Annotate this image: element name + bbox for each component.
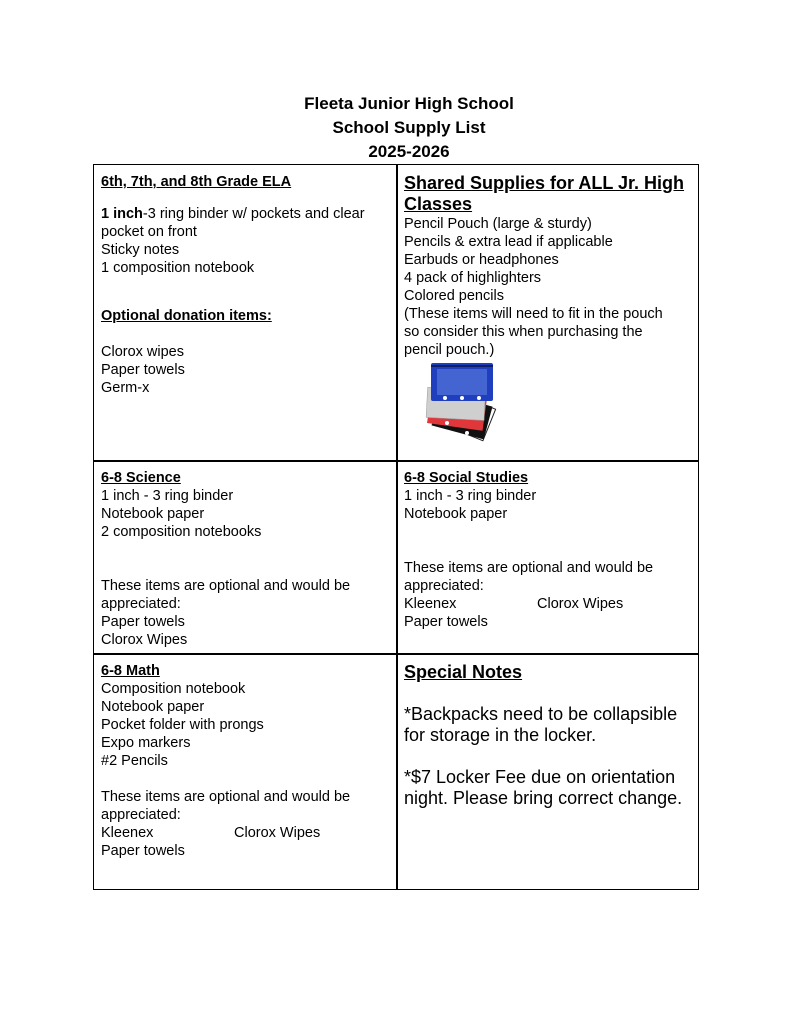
ela-binder-desc-2: pocket on front bbox=[101, 224, 197, 240]
list-item: Germ-x bbox=[101, 380, 150, 396]
optional-note: These items are optional and would be bbox=[404, 560, 654, 576]
list-item: 1 inch - 3 ring binder bbox=[404, 488, 537, 504]
list-item: 2 composition notebooks bbox=[101, 524, 262, 540]
optional-clorox: Clorox Wipes bbox=[234, 825, 321, 841]
list-item: Pencil Pouch (large & sturdy) bbox=[404, 216, 592, 232]
list-item: Pencils & extra lead if applicable bbox=[404, 234, 613, 250]
social-studies-heading: 6-8 Social Studies bbox=[404, 470, 529, 486]
list-item: Earbuds or headphones bbox=[404, 252, 559, 268]
optional-note: These items are optional and would be bbox=[101, 789, 351, 805]
shared-heading: Shared Supplies for ALL Jr. High bbox=[404, 173, 685, 193]
list-item: Clorox wipes bbox=[101, 344, 184, 360]
list-item: Notebook paper bbox=[404, 506, 508, 522]
list-item: (These items will need to fit in the pouch bbox=[404, 306, 663, 322]
shared-heading-2: Classes bbox=[404, 194, 473, 214]
list-item: Pocket folder with prongs bbox=[101, 717, 264, 733]
list-item: pencil pouch.) bbox=[404, 342, 495, 358]
science-heading: 6-8 Science bbox=[101, 470, 181, 486]
list-item: 1 composition notebook bbox=[101, 260, 255, 276]
math-heading: 6-8 Math bbox=[101, 663, 160, 679]
list-item: Paper towels bbox=[101, 843, 185, 859]
optional-note-2: appreciated: bbox=[101, 596, 181, 612]
note-locker-fee-2: night. Please bring correct change. bbox=[404, 788, 683, 808]
school-year: 2025-2026 bbox=[368, 142, 450, 161]
list-title: School Supply List bbox=[332, 118, 486, 137]
list-item: Paper towels bbox=[101, 362, 185, 378]
page-title-block bbox=[0, 92, 791, 164]
ela-binder-desc: -3 ring binder w/ pockets and clear bbox=[142, 206, 365, 222]
note-backpacks-2: for storage in the locker. bbox=[404, 725, 597, 745]
science-cell bbox=[94, 461, 396, 653]
list-item bbox=[404, 595, 692, 613]
social-studies-cell bbox=[397, 461, 699, 653]
list-item bbox=[101, 824, 389, 842]
optional-clorox: Clorox Wipes bbox=[537, 596, 624, 612]
optional-note-2: appreciated: bbox=[404, 578, 484, 594]
optional-kleenex: Kleenex bbox=[101, 825, 154, 841]
list-item: Expo markers bbox=[101, 735, 191, 751]
ela-heading: 6th, 7th, and 8th Grade ELA bbox=[101, 174, 292, 190]
ela-optional-heading: Optional donation items: bbox=[101, 308, 272, 324]
list-item: Clorox Wipes bbox=[101, 632, 188, 648]
list-item: Paper towels bbox=[404, 614, 488, 630]
list-item: 1 inch - 3 ring binder bbox=[101, 488, 234, 504]
ela-binder-size: 1 inch bbox=[101, 206, 143, 222]
ela-cell bbox=[94, 165, 396, 460]
list-item: #2 Pencils bbox=[101, 753, 168, 769]
optional-note: These items are optional and would be bbox=[101, 578, 351, 594]
special-notes-cell bbox=[397, 654, 699, 889]
list-item: Sticky notes bbox=[101, 242, 180, 258]
list-item: 4 pack of highlighters bbox=[404, 270, 542, 286]
shared-cell bbox=[397, 165, 699, 460]
note-backpacks: *Backpacks need to be collapsible bbox=[404, 704, 678, 724]
list-item: Paper towels bbox=[101, 614, 185, 630]
list-item: Composition notebook bbox=[101, 681, 246, 697]
optional-kleenex: Kleenex bbox=[404, 596, 457, 612]
optional-note-2: appreciated: bbox=[101, 807, 181, 823]
school-name: Fleeta Junior High School bbox=[304, 94, 514, 113]
pencil-pouch-image bbox=[417, 361, 499, 453]
math-cell bbox=[94, 654, 396, 889]
list-item: Colored pencils bbox=[404, 288, 504, 304]
ela-binder-item bbox=[101, 205, 389, 223]
special-notes-heading: Special Notes bbox=[404, 662, 523, 682]
note-locker-fee: *$7 Locker Fee due on orientation bbox=[404, 767, 676, 787]
list-item: Notebook paper bbox=[101, 699, 205, 715]
list-item: Notebook paper bbox=[101, 506, 205, 522]
list-item: so consider this when purchasing the bbox=[404, 324, 643, 340]
supply-table bbox=[93, 164, 699, 890]
